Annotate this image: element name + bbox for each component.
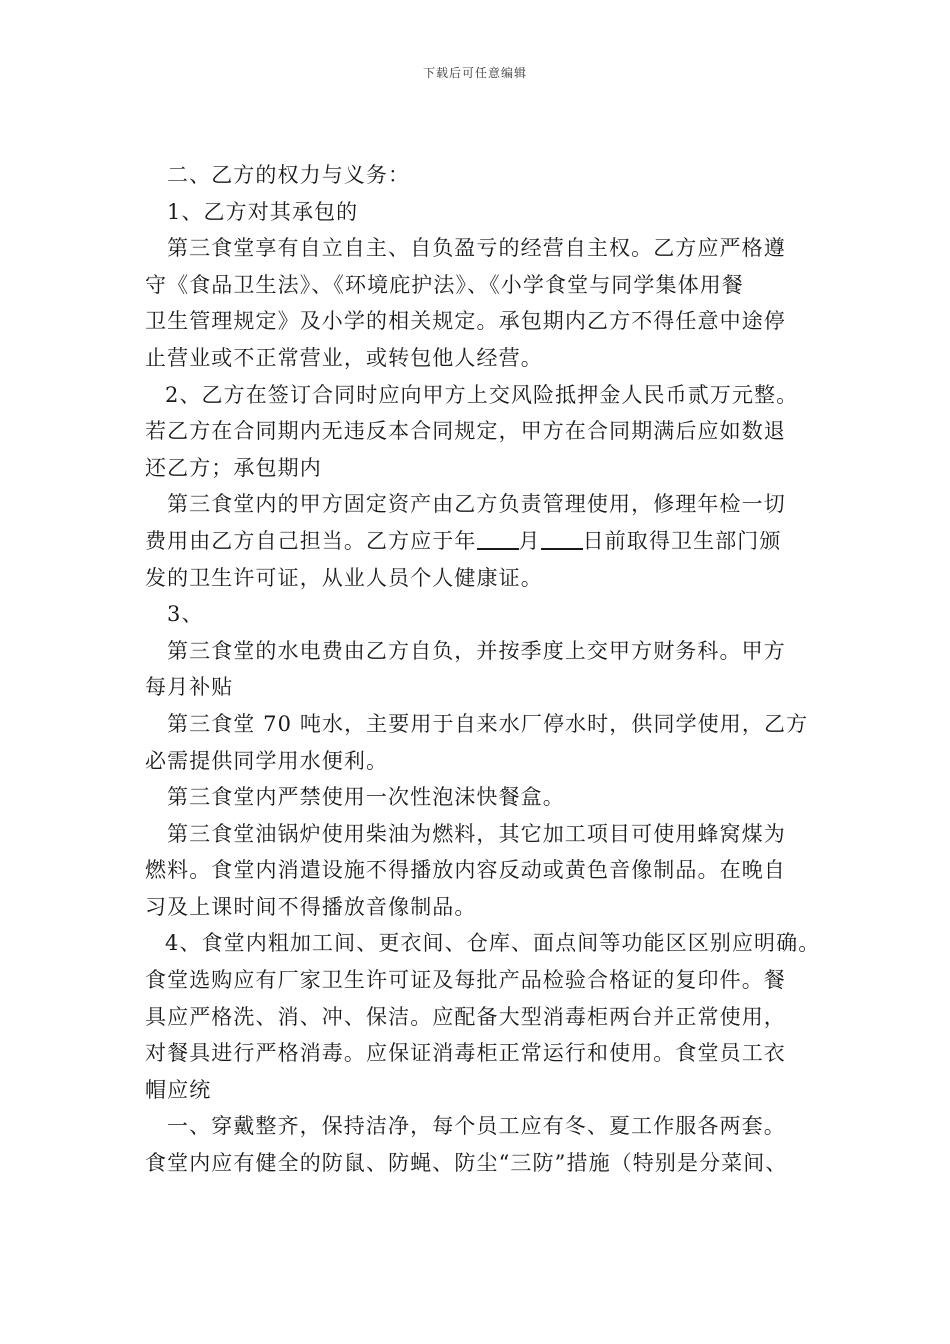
paragraph-line: 第三食堂的水电费由乙方自负，并按季度上交甲方财务科。甲方 — [167, 638, 786, 663]
paragraph-line: 卫生管理规定》及小学的相关规定。承包期内乙方不得任意中途停 — [145, 309, 786, 334]
paragraph-line: 食堂内应有健全的防鼠、防蝇、防尘“三防”措施（特别是分菜间、 — [145, 1151, 788, 1176]
paragraph-line: 一、穿戴整齐，保持洁净，每个员工应有冬、夏工作服各两套。 — [167, 1114, 786, 1139]
paragraph-line: 第三食堂内的甲方固定资产由乙方负责管理使用，修理年检一切 — [167, 492, 786, 517]
paragraph-line: 食堂选购应有厂家卫生许可证及每批产品检验合格证的复印件。餐 — [145, 968, 786, 993]
page-header-note: 下载后可任意编辑 — [422, 66, 527, 80]
paragraph-line: 第三食堂享有自立自主、自负盈亏的经营自主权。乙方应严格遵 — [167, 236, 786, 261]
paragraph-line: 还乙方；承包期内 — [145, 455, 322, 480]
fill-in-blank-year — [477, 526, 519, 550]
paragraph-line: 燃料。食堂内消遣设施不得播放内容反动或黄色音像制品。在晚自 — [145, 858, 786, 883]
paragraph-line: 对餐具进行严格消毒。应保证消毒柜正常运行和使用。食堂员工衣 — [145, 1041, 786, 1066]
paragraph-line: 3、 — [167, 602, 204, 627]
paragraph-line: 若乙方在合同期内无违反本合同规定，甲方在合同期满后应如数退 — [145, 419, 786, 444]
line-text: 日前取得卫生部门颁 — [582, 528, 782, 553]
line-text: 费用由乙方自己担当。乙方应于年 — [145, 528, 477, 553]
paragraph-line: 具应严格洗、消、冲、保洁。应配备大型消毒柜两台并正常使用， — [145, 1004, 786, 1029]
paragraph-line: 4、食堂内粗加工间、更衣间、仓库、面点间等功能区区别应明确。 — [165, 931, 821, 956]
paragraph-line: 止营业或不正常营业，或转包他人经营。 — [145, 345, 543, 370]
paragraph-line: 必需提供同学用水便利。 — [145, 748, 389, 773]
paragraph-line: 2、乙方在签订合同时应向甲方上交风险抵押金人民币贰万元整。 — [165, 382, 799, 407]
document-body — [145, 157, 825, 1182]
paragraph-line: 第三食堂 70 吨水，主要用于自来水厂停水时，供同学使用，乙方 — [167, 711, 809, 736]
fill-in-blank-month — [541, 526, 583, 550]
paragraph-line-with-blanks — [145, 523, 825, 560]
paragraph-line: 发的卫生许可证，从业人员个人健康证。 — [145, 565, 543, 590]
paragraph-line: 每月补贴 — [145, 675, 234, 700]
line-text: 月 — [518, 528, 541, 553]
paragraph-line: 第三食堂内严禁使用一次性泡沫快餐盒。 — [167, 785, 565, 810]
paragraph-line: 第三食堂油锅炉使用柴油为燃料，其它加工项目可使用蜂窝煤为 — [167, 821, 786, 846]
paragraph-line: 习及上课时间不得播放音像制品。 — [145, 894, 477, 919]
section-heading: 二、乙方的权力与义务： — [167, 163, 411, 187]
paragraph-line: 守《食品卫生法》、《环境庇护法》、《小学食堂与同学集体用餐 — [145, 272, 744, 297]
paragraph-line: 1、乙方对其承包的 — [167, 199, 359, 224]
paragraph-line: 帽应统 — [145, 1077, 212, 1102]
